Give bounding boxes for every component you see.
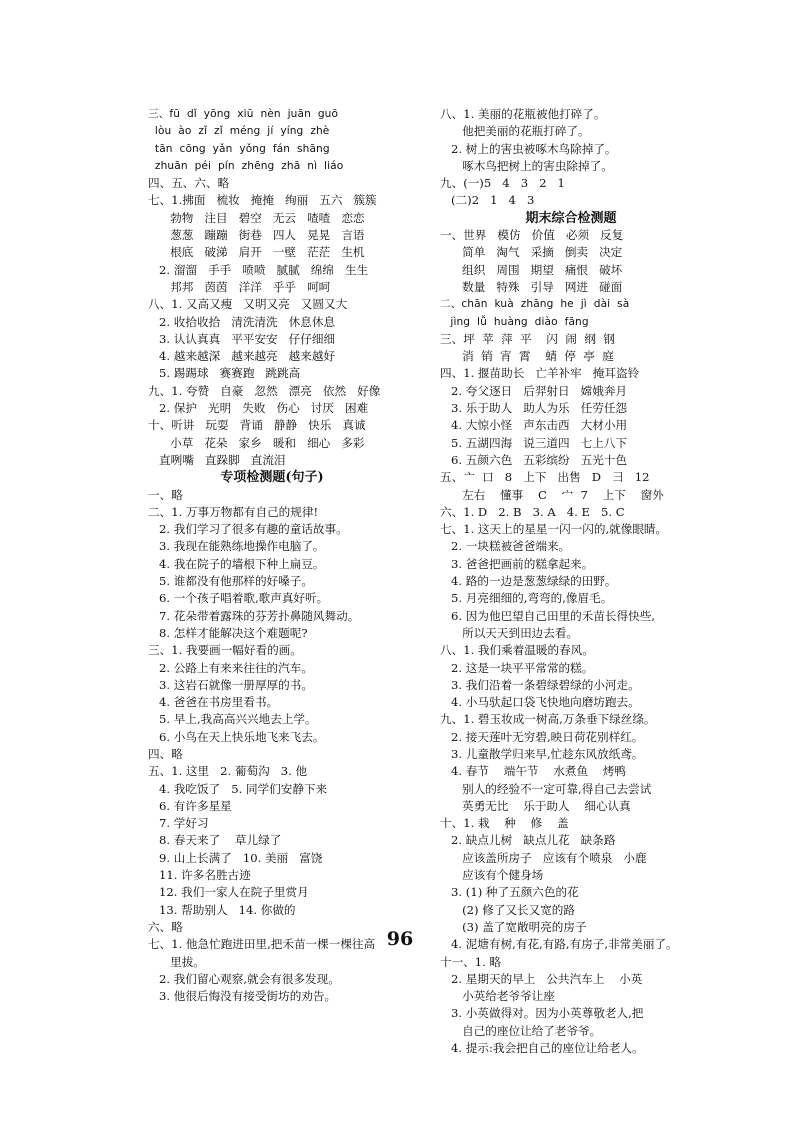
answer-line: 三、坪 苹 萍 平 闪 闹 纲 钢 xyxy=(440,331,615,346)
answer-line: 5. 早上,我高高兴兴地去上学。 xyxy=(148,712,317,727)
answer-line: 七、1. 这天上的星星一闪一闪的,就像眼睛。 xyxy=(440,522,668,537)
answer-line: 4. 提示:我会把自己的座位让给老人。 xyxy=(440,1041,644,1056)
answer-line: 小英给老爷爷让座 xyxy=(440,989,555,1004)
answer-line: 根底 破涕 肩开 一壁 茫茫 生机 xyxy=(148,245,365,260)
answer-line: 2. 收拾收拾 清洗清洗 休息休息 xyxy=(148,314,336,329)
answer-line: 二、1. 万事万物都有自己的规律! xyxy=(148,504,319,519)
answer-line: 他把美丽的花瓶打碎了。 xyxy=(440,124,590,139)
answer-line: 三、1. 我要画一幅好看的画。 xyxy=(148,643,302,658)
right-column xyxy=(440,106,702,1057)
answer-line: 5. 踢踢球 赛赛跑 跳跳高 xyxy=(148,366,301,381)
answer-line: 3. 这岩石就像一册厚厚的书。 xyxy=(148,677,313,692)
section-heading: 专项检测题(句子) xyxy=(220,470,324,486)
answer-line: 2. 这是一块平平常常的糕。 xyxy=(440,660,594,675)
section-heading: 期末综合检测题 xyxy=(525,210,617,226)
answer-line: 九、1. 碧玉妆成一树高,万条垂下绿丝绦。 xyxy=(440,712,656,727)
answer-line: 12. 我们一家人在院子里赏月 xyxy=(148,885,309,900)
answer-line: 2. 缺点儿树 缺点儿花 缺条路 xyxy=(440,833,616,848)
answer-line: 六、1. D 2. B 3. A 4. E 5. C xyxy=(440,504,625,519)
answer-line: 应该盖所房子 应该有个喷泉 小鹿 xyxy=(440,850,647,865)
answer-line: 4. 越来越深 越来越亮 越来越好 xyxy=(148,349,336,364)
pinyin-line: zhuān péi pín zhēng zhā nì liáo xyxy=(148,159,344,172)
answer-line: 2. 树上的害虫被啄木鸟除掉了。 xyxy=(440,141,617,156)
answer-line: 4. 爸爸在书房里看书。 xyxy=(148,695,279,710)
answer-line: 3. (1) 种了五颜六色的花 xyxy=(440,885,579,900)
answer-line: 2. 我们学习了很多有趣的童话故事。 xyxy=(148,522,348,537)
answer-line: 2. 溜溜 手手 喷喷 腻腻 绵绵 生生 xyxy=(148,262,369,277)
answer-line: 4. 路的一边是葱葱绿绿的田野。 xyxy=(440,574,617,589)
answer-line: 2. 我们留心观察,就会有很多发现。 xyxy=(148,971,340,986)
answer-line: 4. 春节 端午节 水煮鱼 烤鸭 xyxy=(440,764,626,779)
answer-line: 四、五、六、略 xyxy=(148,176,230,191)
answer-line: 八、1. 又高又瘦 又明又亮 又圆又大 xyxy=(148,297,348,312)
answer-line: 九、(一)5 4 3 2 1 xyxy=(440,176,565,191)
answer-line: 3. 他很后悔没有接受街坊的劝告。 xyxy=(148,989,337,1004)
answer-line: 3. 乐于助人 助人为乐 任劳任怨 xyxy=(440,401,628,416)
pinyin-line: tān cōng yǎn yǒng fán shāng xyxy=(148,142,330,155)
answer-line: 13. 帮助别人 14. 你做的 xyxy=(148,902,296,917)
answer-line: 3. 我现在能熟练地操作电脑了。 xyxy=(148,539,325,554)
answer-line: (2) 修了又长又宽的路 xyxy=(440,902,575,917)
answer-line: 6. 一个孩子唱着歌,歌声真好听。 xyxy=(148,591,329,606)
answer-line: 四、略 xyxy=(148,746,183,761)
answer-line: 3. 小英做得对。因为小英尊敬老人,把 xyxy=(440,1006,644,1021)
answer-line: 十、听讲 玩耍 背诵 静静 快乐 真诚 xyxy=(148,418,366,433)
answer-line: 11. 许多名胜古迹 xyxy=(148,868,251,883)
answer-line: 6. 有许多星星 xyxy=(148,798,232,813)
pinyin-line: jìng lǚ huàng diào fāng xyxy=(440,315,589,328)
answer-line: 6. 小鸟在天上快乐地飞来飞去。 xyxy=(148,729,325,744)
answer-line: 十、1. 栽 种 修 盖 xyxy=(440,816,569,831)
left-column xyxy=(148,106,396,1005)
answer-line: 3. 认认真真 平平安安 仔仔细细 xyxy=(148,331,336,346)
answer-line: 所以天天到田边去看。 xyxy=(440,625,579,640)
answer-line: 应该有个健身场 xyxy=(440,868,544,883)
answer-line: 英勇无比 乐于助人 细心认真 xyxy=(440,798,631,813)
answer-line: 5. 月亮细细的,弯弯的,像眉毛。 xyxy=(440,591,613,606)
answer-line: 3. 爸爸把画前的糕拿起来。 xyxy=(440,556,594,571)
answer-line: 4. 大惊小怪 声东击西 大材小用 xyxy=(440,418,628,433)
answer-line: 5. 谁都没有他那样的好嗓子。 xyxy=(148,574,313,589)
answer-line: 六、略 xyxy=(148,919,183,934)
answer-line: 八、1. 我们乘着温暖的春风。 xyxy=(440,643,594,658)
answer-line: 2. 保护 光明 失败 伤心 讨厌 困难 xyxy=(148,401,369,416)
answer-line: 2. 星期天的早上 公共汽车上 小英 xyxy=(440,971,643,986)
answer-line: 四、1. 揠苗助长 亡羊补牢 掩耳盗铃 xyxy=(440,366,640,381)
page-number: 96 xyxy=(386,928,414,950)
answer-line: 一、略 xyxy=(148,487,183,502)
answer-line: 一、世界 模仿 价值 必须 反复 xyxy=(440,228,624,243)
answer-line: 五、1. 这里 2. 葡萄沟 3. 他 xyxy=(148,764,308,779)
answer-line: (二)2 1 4 3 xyxy=(440,193,535,208)
answer-line: 2. 接天莲叶无穷碧,映日荷花别样红。 xyxy=(440,729,644,744)
answer-line: 2. 一块糕被爸爸端来。 xyxy=(440,539,571,554)
answer-line: 十一、1. 略 xyxy=(440,954,502,969)
answer-line: 5. 五湖四海 说三道四 七上八下 xyxy=(440,435,628,450)
answer-line: 8. 春天来了 草儿绿了 xyxy=(148,833,282,848)
answer-line: 4. 我在院子的墙根下种上扁豆。 xyxy=(148,556,325,571)
answer-line: 数量 特殊 引导 网进 碰面 xyxy=(440,279,623,294)
answer-line: 消 销 宵 霄 蜻 停 亭 庭 xyxy=(440,349,614,364)
answer-line: 2. 公路上有来来往往的汽车。 xyxy=(148,660,313,675)
answer-line: 七、1. 他急忙跑进田里,把禾苗一棵一棵往高 xyxy=(148,937,376,952)
answer-line: 里拔。 xyxy=(148,954,205,969)
answer-line: 五、亠 口 8 上下 出售 D ⺕ 12 xyxy=(440,470,650,485)
answer-line: 七、1.拂面 梳妆 掩掩 绚丽 五六 簇簇 xyxy=(148,193,377,208)
answer-line: 左右 懂事 C 宀 7 上下 窗外 xyxy=(440,487,664,502)
answer-line: 4. 小马驮起口袋飞快地向磨坊跑去。 xyxy=(440,695,640,710)
answer-line: 4. 我吃饭了 5. 同学们安静下来 xyxy=(148,781,328,796)
answer-line: 别人的经验不一定可靠,得自己去尝试 xyxy=(440,781,652,796)
pinyin-line: 三、fū dǐ yōng xiū nèn juān guō xyxy=(148,108,339,120)
answer-line: 8. 怎样才能解决这个难题呢? xyxy=(148,625,308,640)
answer-line: 勃物 注目 碧空 无云 喳喳 恋恋 xyxy=(148,210,365,225)
answer-line: 八、1. 美丽的花瓶被他打碎了。 xyxy=(440,107,606,121)
pinyin-line: 二、chān kuà zhāng he jì dài sà xyxy=(440,298,630,311)
answer-line: 6. 五颜六色 五彩缤纷 五光十色 xyxy=(440,452,628,467)
answer-line: 简单 淘气 采摘 倒卖 决定 xyxy=(440,245,623,260)
pinyin-line: lòu ào zǐ zǐ méng jí yíng zhè xyxy=(148,125,330,138)
answer-line: 邦邦 茵茵 洋洋 乎乎 呵呵 xyxy=(148,279,331,294)
answer-line: 葱葱 蹦蹦 街巷 四人 晃晃 言语 xyxy=(148,228,365,243)
answer-line: 小草 花朵 家乡 暖和 细心 多彩 xyxy=(148,435,365,450)
answer-line: 2. 夸父逐日 后羿射日 嫦娥奔月 xyxy=(440,383,628,398)
answer-line: 3. 儿童散学归来早,忙趁东风放纸鸢。 xyxy=(440,746,644,761)
answer-line: 9. 山上长满了 10. 美丽 富饶 xyxy=(148,850,323,865)
answer-line: 3. 我们沿着一条碧绿碧绿的小河走。 xyxy=(440,677,640,692)
answer-line: 自己的座位让给了老爷爷。 xyxy=(440,1023,602,1038)
answer-line: 7. 学好习 xyxy=(148,816,209,831)
answer-line: 组织 周围 期望 痛恨 破坏 xyxy=(440,262,623,277)
answer-line: 4. 泥塘有树,有花,有路,有房子,非常美丽了。 xyxy=(440,937,678,952)
answer-line: (3) 盖了宽敞明亮的房子 xyxy=(440,919,587,934)
answer-line: 7. 花朵带着露珠的芬芳扑鼻随风舞动。 xyxy=(148,608,360,623)
answer-line: 九、1. 夸赞 自豪 忽然 漂亮 依然 好像 xyxy=(148,383,381,398)
answer-line: 直咧嘴 直跺脚 直流泪 xyxy=(148,452,286,467)
answer-line: 6. 因为他巴望自己田里的禾苗长得快些, xyxy=(440,608,655,623)
answer-line: 啄木鸟把树上的害虫除掉了。 xyxy=(440,158,613,173)
